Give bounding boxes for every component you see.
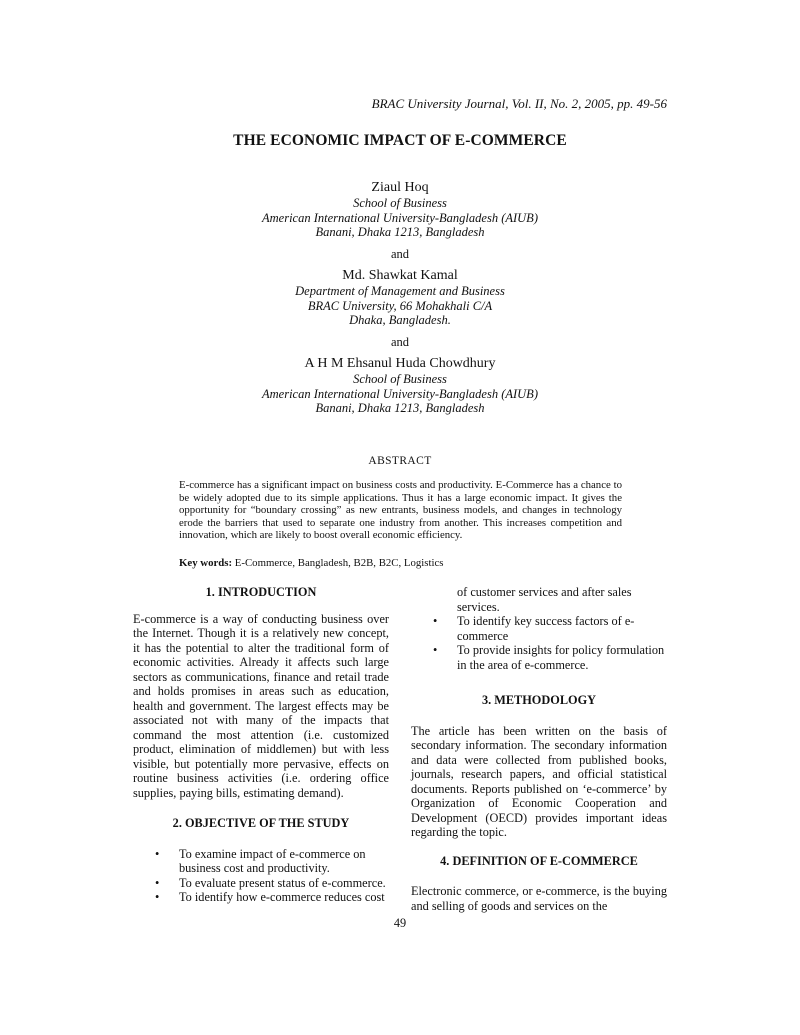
paper-title: THE ECONOMIC IMPACT OF E-COMMERCE (233, 132, 567, 149)
list-item (433, 643, 667, 672)
keywords (179, 557, 622, 569)
list-item (155, 846, 389, 876)
bullet-icon: • (433, 643, 438, 657)
list-item-text: To provide insights for policy formulation in the area of e-commerce. (457, 643, 665, 672)
bullet-icon: • (155, 846, 160, 861)
bullet-icon: • (155, 890, 160, 904)
list-item (155, 890, 389, 905)
methodology-body: The article has been written on the basis of secondary information. The secondary information and data were collected from published books, journals, research papers, and official statistical documents. Reports published on ‘e-commerce’ by Organization of Economic Cooperation and Development (OECD) provides important ideas regarding the topic. (411, 723, 667, 839)
author-affiliation-line: Department of Management and Business (295, 284, 505, 298)
objective-list-continued (411, 585, 667, 672)
section-heading-introduction: 1. INTRODUCTION (205, 585, 317, 599)
list-item-text: To examine impact of e-commerce on business cost and productivity. (179, 846, 366, 875)
left-column (133, 585, 389, 905)
bullet-icon: • (433, 614, 438, 628)
section-heading-methodology: 3. METHODOLOGY (481, 693, 597, 707)
abstract-heading: ABSTRACT (368, 455, 432, 467)
section-heading-objective: 2. OBJECTIVE OF THE STUDY (172, 816, 350, 830)
keywords-list: E-Commerce, Bangladesh, B2B, B2C, Logistics (234, 557, 444, 569)
page-number: 49 (393, 916, 407, 930)
objective-list (133, 847, 389, 905)
author-affiliation-line: School of Business (353, 196, 447, 210)
author-affiliation-line: BRAC University, 66 Mohakhali C/A (307, 298, 493, 313)
journal-citation: BRAC University Journal, Vol. II, No. 2, 2005, pp. 49-56 (371, 96, 667, 111)
list-item (433, 614, 667, 643)
author-affiliation-line: American International University-Bangladesh (AIUB) (262, 386, 538, 401)
list-item-text: To identify how e-commerce reduces cost (179, 890, 385, 904)
introduction-body: E-commerce is a way of conducting business over the Internet. Though it is a relatively new concept, it has the potential to alter the traditional form of economic activities. Already it affects such large sectors as communications, finance and retail trade and holds promises in areas such as education, health and government. The largest effects may be associated not with many of the impacts that command the most attention (i.e. customized product, elimination of middlemen) but with less visible, but potentially more pervasive, effects on routine business activities (i.e. ordering office supplies, paying bills, estimating demand). (133, 611, 389, 800)
author-affiliation-line: Dhaka, Bangladesh. (349, 313, 451, 327)
author-block (0, 180, 800, 416)
author-affiliation-line: School of Business (353, 372, 447, 386)
author-name: A H M Ehsanul Huda Chowdhury (304, 356, 496, 371)
list-item-text: To evaluate present status of e-commerce. (179, 875, 386, 890)
author-separator: and (390, 246, 410, 261)
author-affiliation-line: Banani, Dhaka 1213, Bangladesh (315, 225, 485, 239)
author-separator: and (390, 334, 410, 349)
author-affiliation-line: Banani, Dhaka 1213, Bangladesh (315, 401, 485, 415)
bullet-icon: • (155, 875, 160, 890)
abstract-body: E-commerce has a significant impact on business costs and productivity. E-Commerce has a chance to be widely adopted due to its simple applications. Thus it has a large economic impact. It gives the opportunity for “boundary crossing” as new entrants, business models, and changes in technology erode the barriers that used to separate one industry from another. This increases competition and innovation, which are likely to boost overall economic efficiency. (179, 479, 622, 542)
author-name: Md. Shawkat Kamal (342, 268, 458, 283)
section-heading-definition: 4. DEFINITION OF E-COMMERCE (440, 853, 638, 868)
right-column (411, 585, 667, 913)
list-item-text: To identify key success factors of e-commerce (457, 614, 635, 643)
list-item-continued (457, 585, 667, 614)
keywords-label: Key words: (179, 557, 233, 569)
definition-body: Electronic commerce, or e-commerce, is the buying and selling of goods and services on the (411, 884, 667, 913)
list-item (155, 875, 389, 891)
list-item-text: of customer services and after sales services. (457, 585, 632, 614)
author-affiliation-line: American International University-Bangladesh (AIUB) (262, 210, 538, 225)
author-name: Ziaul Hoq (371, 180, 429, 195)
